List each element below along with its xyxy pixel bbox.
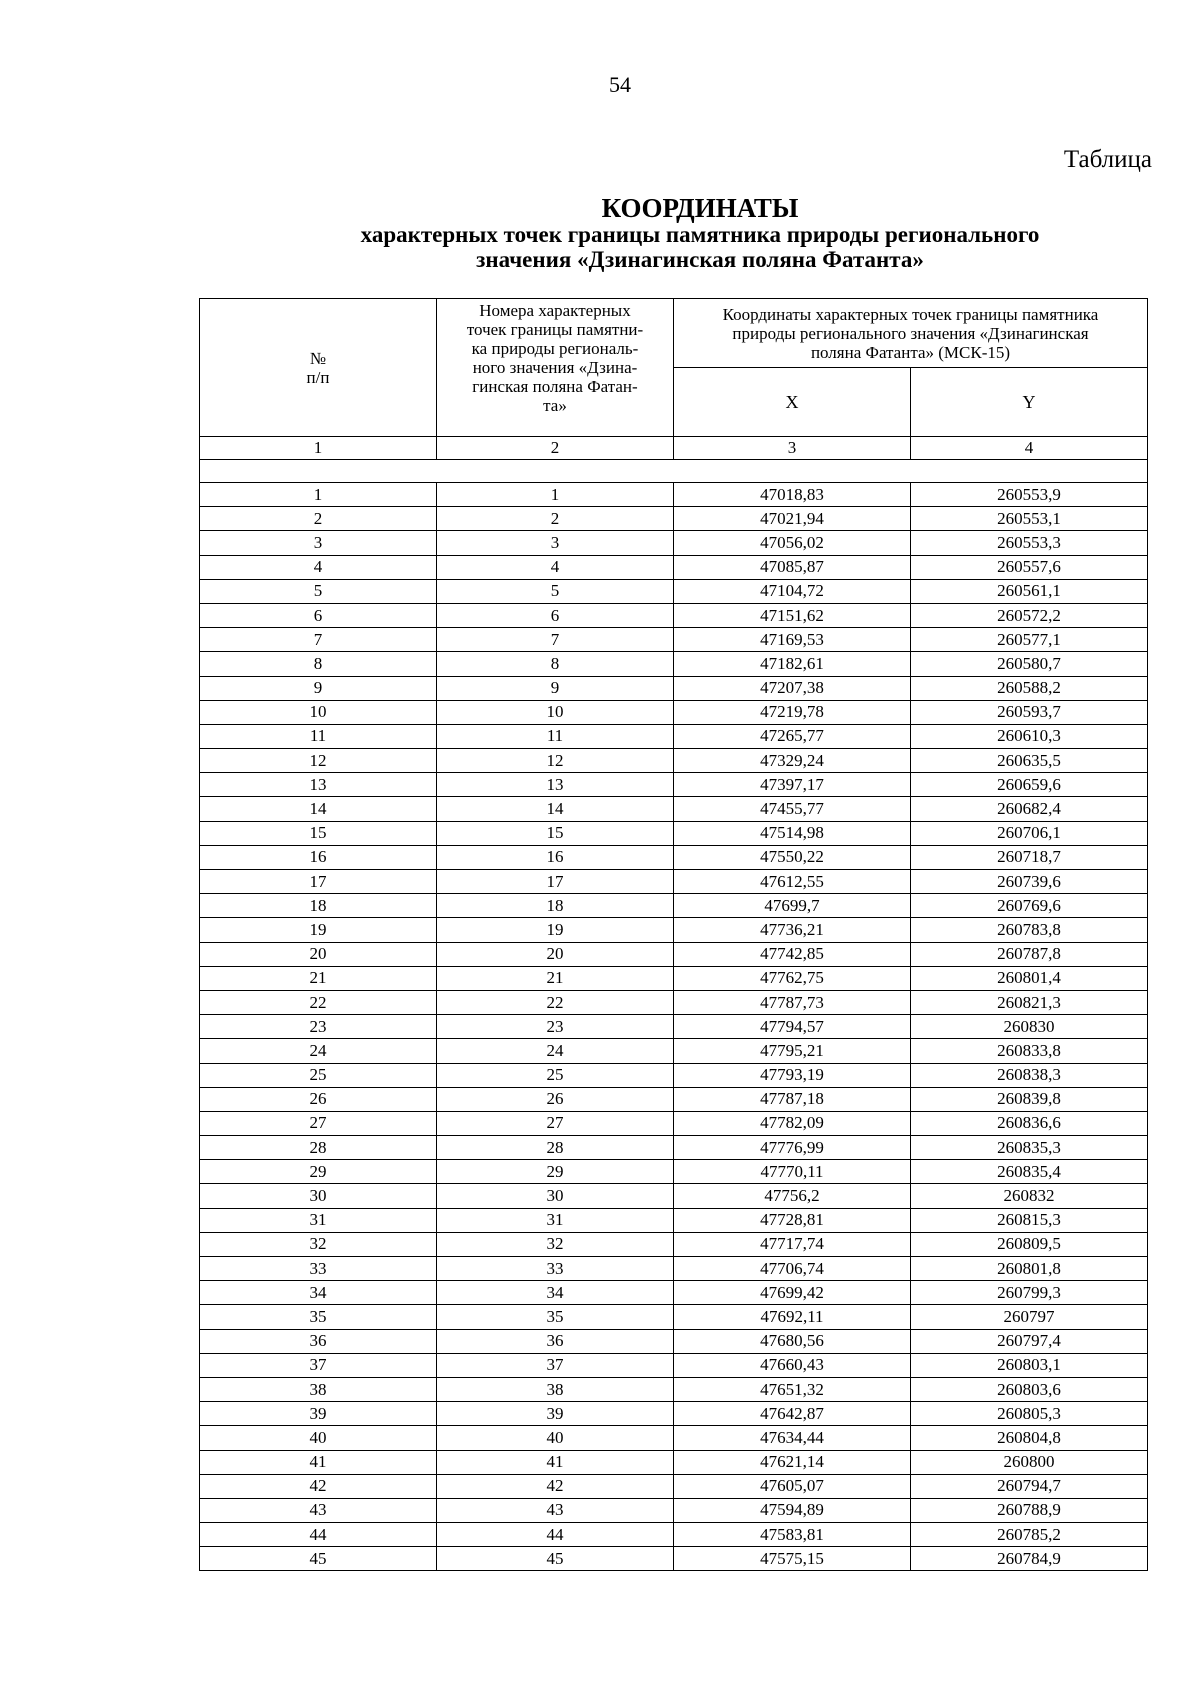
table-row (200, 1353, 1148, 1377)
table-row (200, 1523, 1148, 1547)
cell-x: 47762,75 (674, 966, 911, 990)
cell-row-number: 27 (200, 1111, 437, 1135)
cell-row-number: 18 (200, 894, 437, 918)
cell-row-number: 2 (200, 507, 437, 531)
cell-y: 260821,3 (911, 990, 1148, 1014)
cell-x: 47794,57 (674, 1015, 911, 1039)
cell-y: 260557,6 (911, 555, 1148, 579)
column-number: 2 (437, 437, 674, 460)
cell-x: 47085,87 (674, 555, 911, 579)
cell-point-number: 40 (437, 1426, 674, 1450)
cell-y: 260830 (911, 1015, 1148, 1039)
cell-row-number: 24 (200, 1039, 437, 1063)
cell-point-number: 14 (437, 797, 674, 821)
cell-y: 260835,4 (911, 1160, 1148, 1184)
cell-y: 260593,7 (911, 700, 1148, 724)
cell-row-number: 40 (200, 1426, 437, 1450)
cell-row-number: 14 (200, 797, 437, 821)
cell-point-number: 29 (437, 1160, 674, 1184)
title-main: КООРДИНАТЫ (601, 193, 799, 223)
cell-x: 47397,17 (674, 773, 911, 797)
cell-y: 260788,9 (911, 1498, 1148, 1522)
cell-row-number: 8 (200, 652, 437, 676)
table-row (200, 894, 1148, 918)
cell-x: 47169,53 (674, 628, 911, 652)
cell-point-number: 32 (437, 1232, 674, 1256)
cell-point-number: 44 (437, 1523, 674, 1547)
table-row (200, 1208, 1148, 1232)
cell-row-number: 21 (200, 966, 437, 990)
cell-y: 260787,8 (911, 942, 1148, 966)
cell-x: 47642,87 (674, 1402, 911, 1426)
cell-x: 47787,73 (674, 990, 911, 1014)
cell-row-number: 4 (200, 555, 437, 579)
column-number: 1 (200, 437, 437, 460)
cell-y: 260832 (911, 1184, 1148, 1208)
cell-row-number: 25 (200, 1063, 437, 1087)
cell-row-number: 17 (200, 870, 437, 894)
cell-point-number: 7 (437, 628, 674, 652)
cell-point-number: 33 (437, 1257, 674, 1281)
cell-point-number: 6 (437, 603, 674, 627)
cell-point-number: 15 (437, 821, 674, 845)
cell-row-number: 31 (200, 1208, 437, 1232)
cell-x: 47770,11 (674, 1160, 911, 1184)
cell-y: 260803,1 (911, 1353, 1148, 1377)
cell-x: 47594,89 (674, 1498, 911, 1522)
cell-x: 47605,07 (674, 1474, 911, 1498)
cell-y: 260815,3 (911, 1208, 1148, 1232)
cell-x: 47583,81 (674, 1523, 911, 1547)
table-row (200, 1232, 1148, 1256)
page-number: 54 (609, 72, 631, 97)
table-row (200, 1377, 1148, 1401)
table-row (200, 845, 1148, 869)
table-row (200, 555, 1148, 579)
cell-point-number: 12 (437, 749, 674, 773)
table-row (200, 1160, 1148, 1184)
cell-row-number: 34 (200, 1281, 437, 1305)
cell-row-number: 1 (200, 483, 437, 507)
cell-x: 47182,61 (674, 652, 911, 676)
cell-x: 47660,43 (674, 1353, 911, 1377)
column-number-row (200, 437, 1148, 460)
cell-x: 47717,74 (674, 1232, 911, 1256)
cell-y: 260659,6 (911, 773, 1148, 797)
cell-y: 260799,3 (911, 1281, 1148, 1305)
table-row (200, 1426, 1148, 1450)
cell-x: 47776,99 (674, 1136, 911, 1160)
table-row (200, 1329, 1148, 1353)
cell-y: 260804,8 (911, 1426, 1148, 1450)
cell-row-number: 20 (200, 942, 437, 966)
table-row (200, 749, 1148, 773)
cell-x: 47692,11 (674, 1305, 911, 1329)
cell-row-number: 23 (200, 1015, 437, 1039)
table-row (200, 1498, 1148, 1522)
table-row (200, 676, 1148, 700)
column-number: 3 (674, 437, 911, 460)
cell-point-number: 10 (437, 700, 674, 724)
header-y: Y (911, 368, 1148, 437)
cell-row-number: 13 (200, 773, 437, 797)
table-row (200, 603, 1148, 627)
cell-y: 260800 (911, 1450, 1148, 1474)
cell-x: 47021,94 (674, 507, 911, 531)
table-row (200, 1450, 1148, 1474)
cell-point-number: 9 (437, 676, 674, 700)
cell-y: 260553,9 (911, 483, 1148, 507)
table-row (200, 628, 1148, 652)
cell-point-number: 45 (437, 1547, 674, 1571)
cell-point-number: 37 (437, 1353, 674, 1377)
table-label: Таблица (1063, 146, 1152, 173)
cell-y: 260797,4 (911, 1329, 1148, 1353)
table-row (200, 966, 1148, 990)
cell-row-number: 42 (200, 1474, 437, 1498)
cell-y: 260839,8 (911, 1087, 1148, 1111)
cell-y: 260783,8 (911, 918, 1148, 942)
title-line-2: значения «Дзинагинская поляна Фатанта» (476, 247, 924, 272)
header-coordinates: Координаты характерных точек границы памятника природы регионального значения «Дзинагинская поляна Фатанта» (МСК-15) (674, 299, 1148, 368)
cell-row-number: 37 (200, 1353, 437, 1377)
empty-cell (200, 460, 1148, 483)
cell-x: 47680,56 (674, 1329, 911, 1353)
cell-x: 47219,78 (674, 700, 911, 724)
cell-row-number: 11 (200, 724, 437, 748)
table-row (200, 531, 1148, 555)
cell-y: 260580,7 (911, 652, 1148, 676)
cell-point-number: 34 (437, 1281, 674, 1305)
cell-point-number: 5 (437, 579, 674, 603)
cell-y: 260784,9 (911, 1547, 1148, 1571)
cell-row-number: 16 (200, 845, 437, 869)
cell-x: 47151,62 (674, 603, 911, 627)
cell-x: 47793,19 (674, 1063, 911, 1087)
cell-point-number: 21 (437, 966, 674, 990)
empty-separator-row (200, 460, 1148, 483)
cell-point-number: 22 (437, 990, 674, 1014)
cell-point-number: 20 (437, 942, 674, 966)
cell-x: 47612,55 (674, 870, 911, 894)
document-title (200, 194, 1200, 272)
cell-y: 260803,6 (911, 1377, 1148, 1401)
cell-row-number: 22 (200, 990, 437, 1014)
cell-y: 260739,6 (911, 870, 1148, 894)
table-row (200, 1257, 1148, 1281)
table-row (200, 1402, 1148, 1426)
table-row (200, 507, 1148, 531)
table-row (200, 821, 1148, 845)
title-line-1: характерных точек границы памятника природы регионального (360, 222, 1040, 247)
cell-x: 47329,24 (674, 749, 911, 773)
cell-x: 47265,77 (674, 724, 911, 748)
cell-row-number: 5 (200, 579, 437, 603)
cell-row-number: 43 (200, 1498, 437, 1522)
table-row (200, 1281, 1148, 1305)
cell-y: 260838,3 (911, 1063, 1148, 1087)
cell-row-number: 29 (200, 1160, 437, 1184)
header-row-number: № п/п (200, 299, 437, 437)
cell-y: 260588,2 (911, 676, 1148, 700)
cell-point-number: 27 (437, 1111, 674, 1135)
table-row (200, 1474, 1148, 1498)
cell-y: 260718,7 (911, 845, 1148, 869)
table-row (200, 724, 1148, 748)
cell-row-number: 12 (200, 749, 437, 773)
cell-row-number: 10 (200, 700, 437, 724)
cell-point-number: 3 (437, 531, 674, 555)
cell-y: 260706,1 (911, 821, 1148, 845)
cell-row-number: 6 (200, 603, 437, 627)
cell-x: 47795,21 (674, 1039, 911, 1063)
header-x: X (674, 368, 911, 437)
cell-point-number: 8 (437, 652, 674, 676)
cell-point-number: 23 (437, 1015, 674, 1039)
cell-y: 260561,1 (911, 579, 1148, 603)
cell-row-number: 26 (200, 1087, 437, 1111)
cell-row-number: 30 (200, 1184, 437, 1208)
cell-point-number: 17 (437, 870, 674, 894)
cell-point-number: 30 (437, 1184, 674, 1208)
cell-point-number: 1 (437, 483, 674, 507)
coordinates-table (199, 298, 1148, 1571)
cell-point-number: 35 (437, 1305, 674, 1329)
cell-row-number: 38 (200, 1377, 437, 1401)
cell-x: 47787,18 (674, 1087, 911, 1111)
cell-x: 47018,83 (674, 483, 911, 507)
cell-point-number: 2 (437, 507, 674, 531)
cell-x: 47742,85 (674, 942, 911, 966)
cell-point-number: 13 (437, 773, 674, 797)
cell-point-number: 24 (437, 1039, 674, 1063)
cell-y: 260769,6 (911, 894, 1148, 918)
cell-row-number: 33 (200, 1257, 437, 1281)
cell-x: 47699,7 (674, 894, 911, 918)
cell-row-number: 28 (200, 1136, 437, 1160)
cell-point-number: 36 (437, 1329, 674, 1353)
table-row (200, 797, 1148, 821)
table-row (200, 990, 1148, 1014)
cell-y: 260682,4 (911, 797, 1148, 821)
table-row (200, 652, 1148, 676)
cell-point-number: 38 (437, 1377, 674, 1401)
table-row (200, 942, 1148, 966)
cell-x: 47728,81 (674, 1208, 911, 1232)
cell-x: 47104,72 (674, 579, 911, 603)
cell-point-number: 4 (437, 555, 674, 579)
cell-y: 260836,6 (911, 1111, 1148, 1135)
cell-row-number: 39 (200, 1402, 437, 1426)
cell-row-number: 3 (200, 531, 437, 555)
cell-x: 47634,44 (674, 1426, 911, 1450)
table-row (200, 1136, 1148, 1160)
cell-y: 260577,1 (911, 628, 1148, 652)
table-row (200, 1063, 1148, 1087)
cell-row-number: 45 (200, 1547, 437, 1571)
cell-row-number: 36 (200, 1329, 437, 1353)
cell-y: 260801,8 (911, 1257, 1148, 1281)
cell-row-number: 41 (200, 1450, 437, 1474)
cell-point-number: 41 (437, 1450, 674, 1474)
cell-x: 47736,21 (674, 918, 911, 942)
cell-row-number: 32 (200, 1232, 437, 1256)
table-row (200, 773, 1148, 797)
cell-point-number: 42 (437, 1474, 674, 1498)
cell-y: 260797 (911, 1305, 1148, 1329)
cell-x: 47207,38 (674, 676, 911, 700)
table-body (200, 483, 1148, 1571)
cell-row-number: 35 (200, 1305, 437, 1329)
cell-y: 260553,1 (911, 507, 1148, 531)
cell-row-number: 44 (200, 1523, 437, 1547)
cell-x: 47782,09 (674, 1111, 911, 1135)
cell-point-number: 16 (437, 845, 674, 869)
header-point-number: Номера характерных точек границы памятни- ка природы региональ- ного значения «Дзина- гинская поляна Фатан- та» (437, 299, 674, 437)
cell-point-number: 39 (437, 1402, 674, 1426)
cell-x: 47514,98 (674, 821, 911, 845)
cell-point-number: 31 (437, 1208, 674, 1232)
cell-y: 260785,2 (911, 1523, 1148, 1547)
table-row (200, 483, 1148, 507)
cell-x: 47621,14 (674, 1450, 911, 1474)
table-row (200, 700, 1148, 724)
cell-row-number: 9 (200, 676, 437, 700)
cell-row-number: 7 (200, 628, 437, 652)
cell-x: 47756,2 (674, 1184, 911, 1208)
cell-point-number: 26 (437, 1087, 674, 1111)
cell-y: 260805,3 (911, 1402, 1148, 1426)
column-number: 4 (911, 437, 1148, 460)
table-row (200, 870, 1148, 894)
table-row (200, 1305, 1148, 1329)
cell-x: 47575,15 (674, 1547, 911, 1571)
cell-y: 260610,3 (911, 724, 1148, 748)
cell-y: 260794,7 (911, 1474, 1148, 1498)
cell-y: 260809,5 (911, 1232, 1148, 1256)
cell-y: 260572,2 (911, 603, 1148, 627)
cell-point-number: 11 (437, 724, 674, 748)
cell-x: 47056,02 (674, 531, 911, 555)
cell-x: 47706,74 (674, 1257, 911, 1281)
cell-x: 47651,32 (674, 1377, 911, 1401)
cell-y: 260635,5 (911, 749, 1148, 773)
cell-point-number: 43 (437, 1498, 674, 1522)
cell-row-number: 19 (200, 918, 437, 942)
table-row (200, 579, 1148, 603)
table-row (200, 1087, 1148, 1111)
cell-point-number: 19 (437, 918, 674, 942)
cell-point-number: 28 (437, 1136, 674, 1160)
table-row (200, 1547, 1148, 1571)
table-row (200, 1015, 1148, 1039)
cell-y: 260833,8 (911, 1039, 1148, 1063)
table-row (200, 918, 1148, 942)
cell-x: 47455,77 (674, 797, 911, 821)
table-row (200, 1184, 1148, 1208)
cell-point-number: 18 (437, 894, 674, 918)
cell-y: 260835,3 (911, 1136, 1148, 1160)
table-row (200, 1039, 1148, 1063)
cell-y: 260553,3 (911, 531, 1148, 555)
cell-row-number: 15 (200, 821, 437, 845)
cell-x: 47550,22 (674, 845, 911, 869)
cell-y: 260801,4 (911, 966, 1148, 990)
cell-point-number: 25 (437, 1063, 674, 1087)
table-row (200, 1111, 1148, 1135)
cell-x: 47699,42 (674, 1281, 911, 1305)
